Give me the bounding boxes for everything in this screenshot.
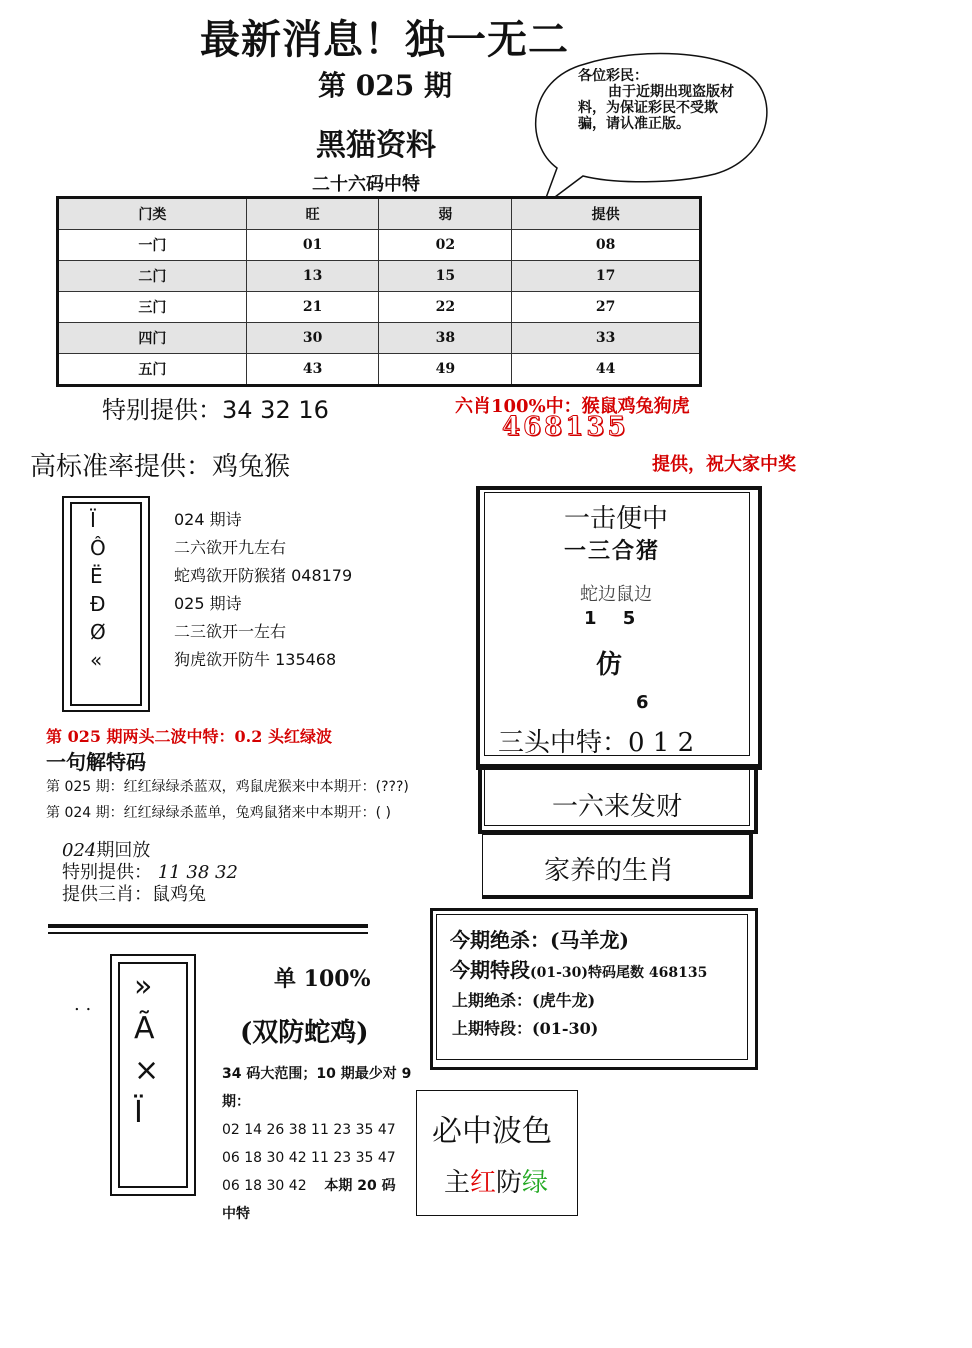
kill-line2-b: (01-30) — [530, 965, 589, 981]
poem-lines — [174, 506, 352, 674]
table-row — [58, 354, 701, 386]
table-cell: 21 — [246, 292, 379, 323]
page-title: 最新消息！独一无二 — [200, 16, 569, 63]
table-cell: 四门 — [58, 323, 247, 354]
poem-line: 二三欲开一左右 — [174, 622, 287, 641]
six-zodiac-line: 六肖100%中：猴鼠鸡兔狗虎 — [455, 396, 690, 417]
glyph: Ë — [90, 564, 103, 588]
fortune-text: 一六来发财 — [552, 792, 683, 822]
table-subtitle: 二十六码中特 — [312, 174, 420, 195]
hit-three-heads: 三头中特：0 1 2 — [498, 728, 695, 758]
zodiac-glyph-column — [134, 966, 174, 1134]
notice-greeting: 各位彩民： — [578, 68, 648, 84]
table-header-cell: 提供 — [512, 198, 701, 230]
table-header-row — [58, 198, 701, 230]
kill-line2-c: 特码尾数 468135 — [588, 965, 708, 981]
poem-line: 狗虎欲开防牛 135468 — [174, 650, 337, 669]
table-row — [58, 323, 701, 354]
table-cell: 二门 — [58, 261, 247, 292]
accuracy-label: 高标准率提供： — [30, 452, 213, 482]
notice-body: 由于近期出现盗版材料，为保证彩民不受欺骗，请认准正版。 — [578, 84, 734, 132]
review-block — [62, 840, 238, 906]
divider — [48, 932, 368, 934]
riddle-024: 第 024 期：红红绿绿杀蓝单，兔鸡鼠猪来中本期开：( ) — [46, 805, 391, 821]
glyph: Ï — [90, 508, 96, 532]
six-zodiac-numbers: 468135 — [502, 412, 629, 442]
review-three — [62, 884, 238, 906]
one-sentence-title: 一句解特码 — [46, 750, 146, 774]
accuracy-value: 鸡兔猴 — [212, 452, 291, 482]
glyph: Ø — [90, 620, 106, 644]
table-cell: 三门 — [58, 292, 247, 323]
range-row3: 06 18 30 42 — [222, 1178, 307, 1194]
special-numbers: 34 32 16 — [222, 396, 329, 424]
review-three-value: 鼠鸡兔 — [152, 884, 206, 905]
wave-guard-label: 防 — [496, 1168, 523, 1198]
wave-color-title: 必中波色 — [432, 1114, 552, 1149]
glyph: Ã — [134, 1011, 155, 1046]
review-title-num: 024 — [62, 840, 97, 861]
kill-line: 今期绝杀：(马羊龙) — [450, 928, 629, 952]
kill-line: 上期绝杀：(虎牛龙) — [452, 991, 596, 1010]
divider — [48, 924, 368, 928]
hit-title: 一击便中 — [564, 504, 669, 534]
wave-guard-color: 绿 — [522, 1168, 549, 1198]
issue-number: 第 025 期 — [318, 69, 452, 102]
hit-side: 蛇边鼠边 — [580, 584, 652, 605]
review-three-label: 提供三肖： — [62, 884, 152, 905]
review-special-label: 特别提供： — [62, 862, 152, 883]
glyph: » — [134, 969, 153, 1004]
table-cell: 01 — [246, 230, 379, 261]
hit-fang: 仿 — [596, 650, 623, 680]
poem-line: 蛇鸡欲开防猴猪 048179 — [174, 566, 353, 585]
wish-text: 提供，祝大家中奖 — [652, 454, 796, 475]
kill-line — [450, 954, 707, 983]
kill-line2-a: 今期特段 — [450, 958, 530, 982]
table-cell: 33 — [512, 323, 701, 354]
review-special — [62, 862, 238, 884]
riddle-025: 第 025 期：红红绿绿杀蓝双，鸡鼠虎猴来中本期开：(???) — [46, 779, 409, 795]
special-provide — [102, 390, 329, 425]
accuracy-provide — [30, 446, 290, 483]
glyph: Ï — [134, 1095, 143, 1130]
table-row — [58, 292, 701, 323]
table-cell: 15 — [379, 261, 512, 292]
wave-main-label: 主 — [444, 1168, 471, 1198]
two-heads-wave: 第 025 期两头二波中特：0.2 头红绿波 — [46, 727, 332, 746]
glyph: Đ — [90, 592, 106, 616]
table-cell: 02 — [379, 230, 512, 261]
range-row3-tail: 本期 20 码 — [324, 1178, 396, 1194]
range-row — [222, 1172, 412, 1200]
table-cell: 38 — [379, 323, 512, 354]
table-cell: 五门 — [58, 354, 247, 386]
table-cell: 30 — [246, 323, 379, 354]
table-cell: 一门 — [58, 230, 247, 261]
number-table — [56, 196, 702, 387]
brand-title: 黑猫资料 — [316, 128, 436, 163]
review-special-value: 11 38 32 — [157, 862, 238, 883]
table-cell: 22 — [379, 292, 512, 323]
table-row — [58, 261, 701, 292]
table-header-cell: 门类 — [58, 198, 247, 230]
glyph: « — [90, 648, 103, 672]
table-cell: 17 — [512, 261, 701, 292]
hit-pig: 一三合猪 — [564, 538, 661, 564]
table-cell: 13 — [246, 261, 379, 292]
wave-main-color: 红 — [470, 1168, 497, 1198]
single-title: 单 100% — [274, 966, 371, 992]
table-cell: 44 — [512, 354, 701, 386]
poem-line: 二六欲开九左右 — [174, 538, 287, 557]
range-block — [222, 1060, 412, 1228]
poem-line: 025 期诗 — [174, 594, 242, 613]
notice-text — [578, 68, 738, 150]
glyph: Ô — [90, 536, 106, 560]
table-row — [58, 230, 701, 261]
table-header-cell: 弱 — [379, 198, 512, 230]
special-label: 特别提供： — [102, 396, 222, 424]
poem-line: 024 期诗 — [174, 510, 242, 529]
table-header-cell: 旺 — [246, 198, 379, 230]
table-cell: 08 — [512, 230, 701, 261]
garbled-glyph-column — [90, 506, 110, 674]
hit-six: 6 — [636, 692, 649, 713]
review-title-text: 期回放 — [96, 840, 151, 861]
review-title — [62, 840, 238, 862]
single-guard: (双防蛇鸡) — [240, 1018, 369, 1048]
table-cell: 27 — [512, 292, 701, 323]
range-row: 02 14 26 38 11 23 35 47 — [222, 1122, 396, 1138]
range-row: 06 18 30 42 11 23 35 47 — [222, 1150, 396, 1166]
hit-numbers: 1 5 — [584, 608, 646, 629]
range-tail: 中特 — [222, 1206, 250, 1222]
table-cell: 49 — [379, 354, 512, 386]
wave-color-sub — [444, 1162, 548, 1199]
home-text: 家养的生肖 — [544, 856, 675, 886]
kill-line: 上期特段：(01-30) — [452, 1019, 599, 1038]
dots: . . — [74, 994, 92, 1015]
glyph: × — [134, 1053, 160, 1088]
range-label: 34 码大范围；10 期最少对 9 期： — [222, 1066, 412, 1110]
table-cell: 43 — [246, 354, 379, 386]
